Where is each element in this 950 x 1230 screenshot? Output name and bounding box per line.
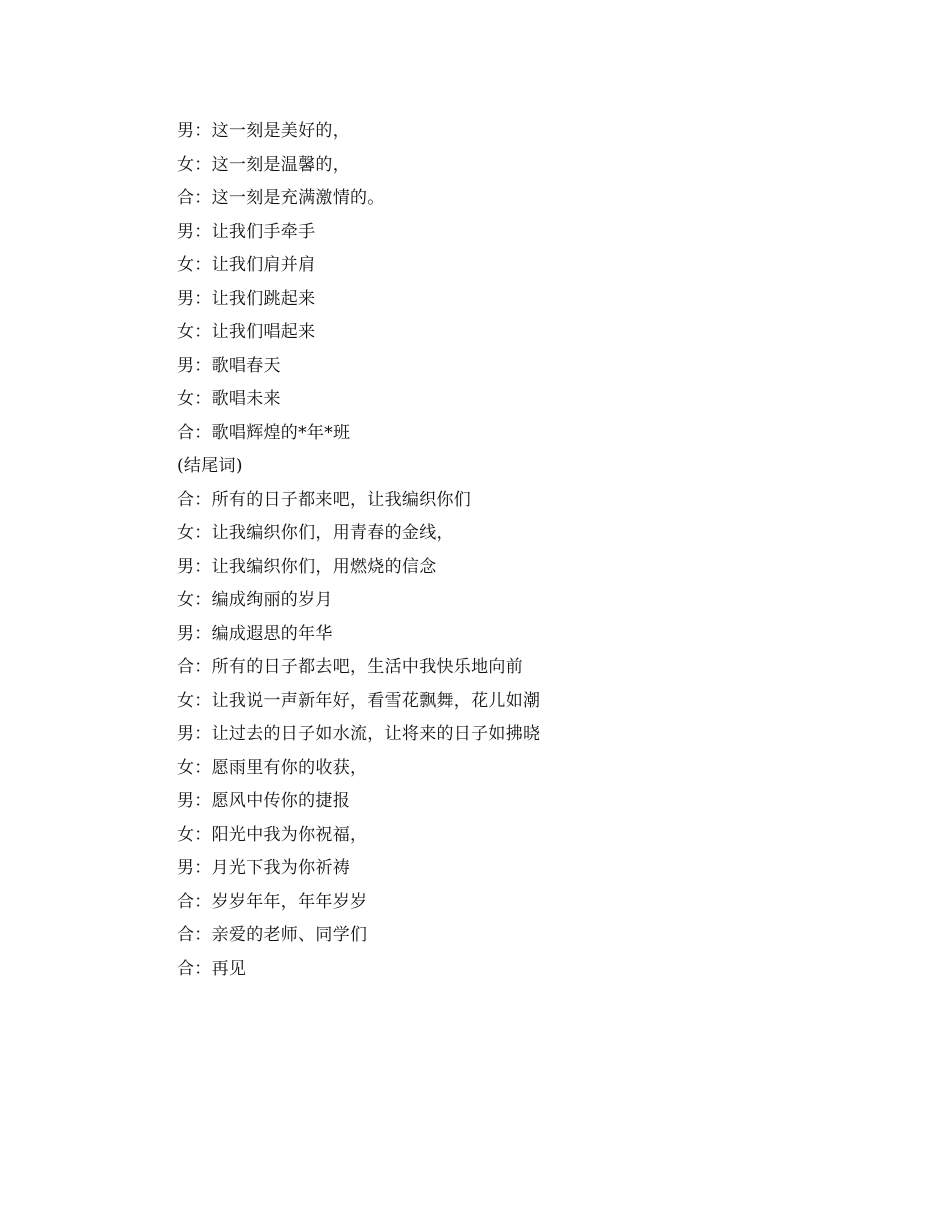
script-line: 女：编成绚丽的岁月 <box>177 590 333 610</box>
script-line: 男：歌唱春天 <box>177 355 281 376</box>
script-line: 男：让过去的日子如水流，让将来的日子如拂晓 <box>177 724 541 744</box>
script-line: 男：编成遐思的年华 <box>177 623 333 644</box>
script-line: 女：让我编织你们，用青春的金线， <box>177 523 454 543</box>
script-line: 合：所有的日子都来吧，让我编织你们 <box>177 489 472 510</box>
script-line: 女：愿雨里有你的收获， <box>177 757 368 778</box>
script-line: 女：让我们肩并肩 <box>177 255 316 275</box>
script-line: 男：让我们手牵手 <box>177 221 316 242</box>
script-line: 男：让我们跳起来 <box>177 288 316 309</box>
script-line: 合：岁岁年年，年年岁岁 <box>177 891 368 912</box>
script-line: 男：这一刻是美好的， <box>177 121 350 141</box>
script-line: 合：再见 <box>177 958 247 979</box>
script-line: 女：让我们唱起来 <box>177 322 316 342</box>
script-line: 合：歌唱辉煌的*年*班 <box>177 422 351 443</box>
script-line: 合：亲爱的老师、同学们 <box>177 925 368 945</box>
script-line: 女：这一刻是温馨的， <box>177 154 350 175</box>
section-heading: (结尾词) <box>177 456 243 476</box>
script-line: 男：月光下我为你祈祷 <box>177 858 350 878</box>
script-line: 女：阳光中我为你祝福， <box>177 824 368 845</box>
script-line: 合：所有的日子都去吧，生活中我快乐地向前 <box>177 657 523 677</box>
script-line: 男：让我编织你们，用燃烧的信念 <box>177 556 437 577</box>
script-line: 合：这一刻是充满激情的。 <box>177 188 385 208</box>
script-line: 女：歌唱未来 <box>177 389 281 409</box>
script-text-body <box>177 117 877 988</box>
script-line: 女：让我说一声新年好，看雪花飘舞，花儿如潮 <box>177 690 541 711</box>
script-line: 男：愿风中传你的捷报 <box>177 791 350 811</box>
